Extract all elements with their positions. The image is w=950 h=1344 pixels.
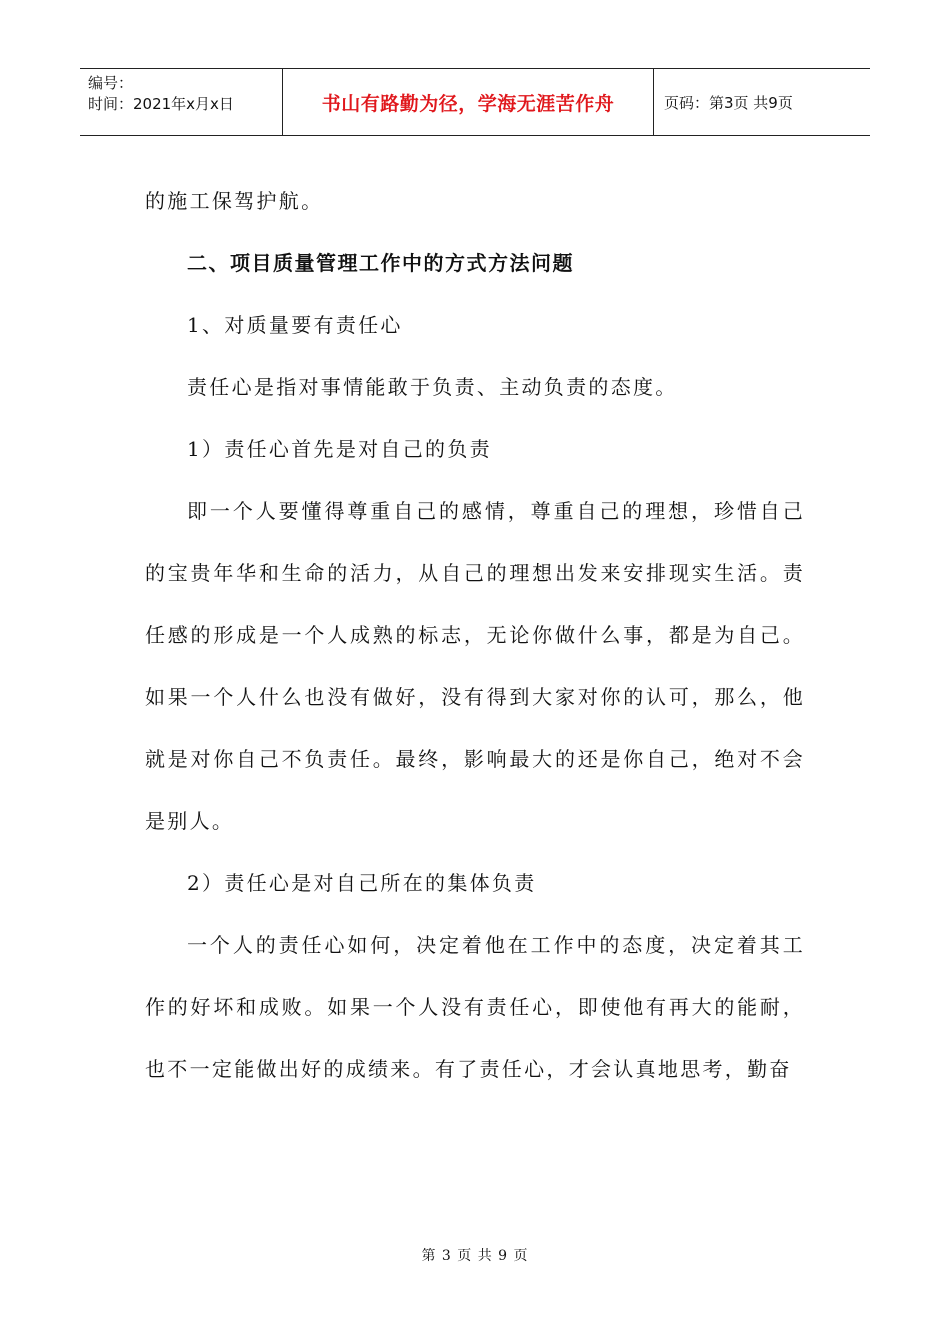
- paragraph-self-responsibility: 即一个人要懂得尊重自己的感情，尊重自己的理想，珍惜自己的宝贵年华和生命的活力，从自己的理想出发来安排现实生活。责任感的形成是一个人成熟的标志，无论你做什么事，都是为自己。如果一个人什么也没有做好，没有得到大家对你的认可，那么，他就是对你自己不负责任。最终，影响最大的还是你自己，绝对不会是别人。: [145, 499, 805, 833]
- page-footer: 第 3 页 共 9 页: [421, 1248, 529, 1264]
- header-page-info: 页码：第3页 共9页: [664, 93, 793, 112]
- document-body: [145, 170, 805, 1100]
- header-meta: [80, 69, 282, 135]
- paragraph-definition: 责任心是指对事情能敢于负责、主动负责的态度。: [187, 375, 678, 399]
- document-number-label: 编号：: [88, 74, 134, 92]
- document-time-label: 时间：2021年x月x日: [88, 95, 234, 113]
- subsection-heading: 1、对质量要有责任心: [187, 313, 403, 337]
- header-motto-cell: [282, 69, 654, 135]
- paragraph-collective-responsibility: 一个人的责任心如何，决定着他在工作中的态度，决定着其工作的好坏和成败。如果一个人没有责任心，即使他有再大的能耐，也不一定能做出好的成绩来。有了责任心，才会认真地思考，勤奋: [145, 933, 805, 1081]
- paragraph-continuation: 的施工保驾护航。: [145, 189, 324, 213]
- section-heading: 二、项目质量管理工作中的方式方法问题: [187, 251, 574, 275]
- point-heading-1: 1）责任心首先是对自己的负责: [187, 437, 492, 461]
- header-page-info-cell: [654, 69, 870, 135]
- header-motto: 书山有路勤为径，学海无涯苦作舟: [321, 92, 615, 115]
- page-header: [80, 68, 870, 136]
- point-heading-2: 2）责任心是对自己所在的集体负责: [187, 871, 537, 895]
